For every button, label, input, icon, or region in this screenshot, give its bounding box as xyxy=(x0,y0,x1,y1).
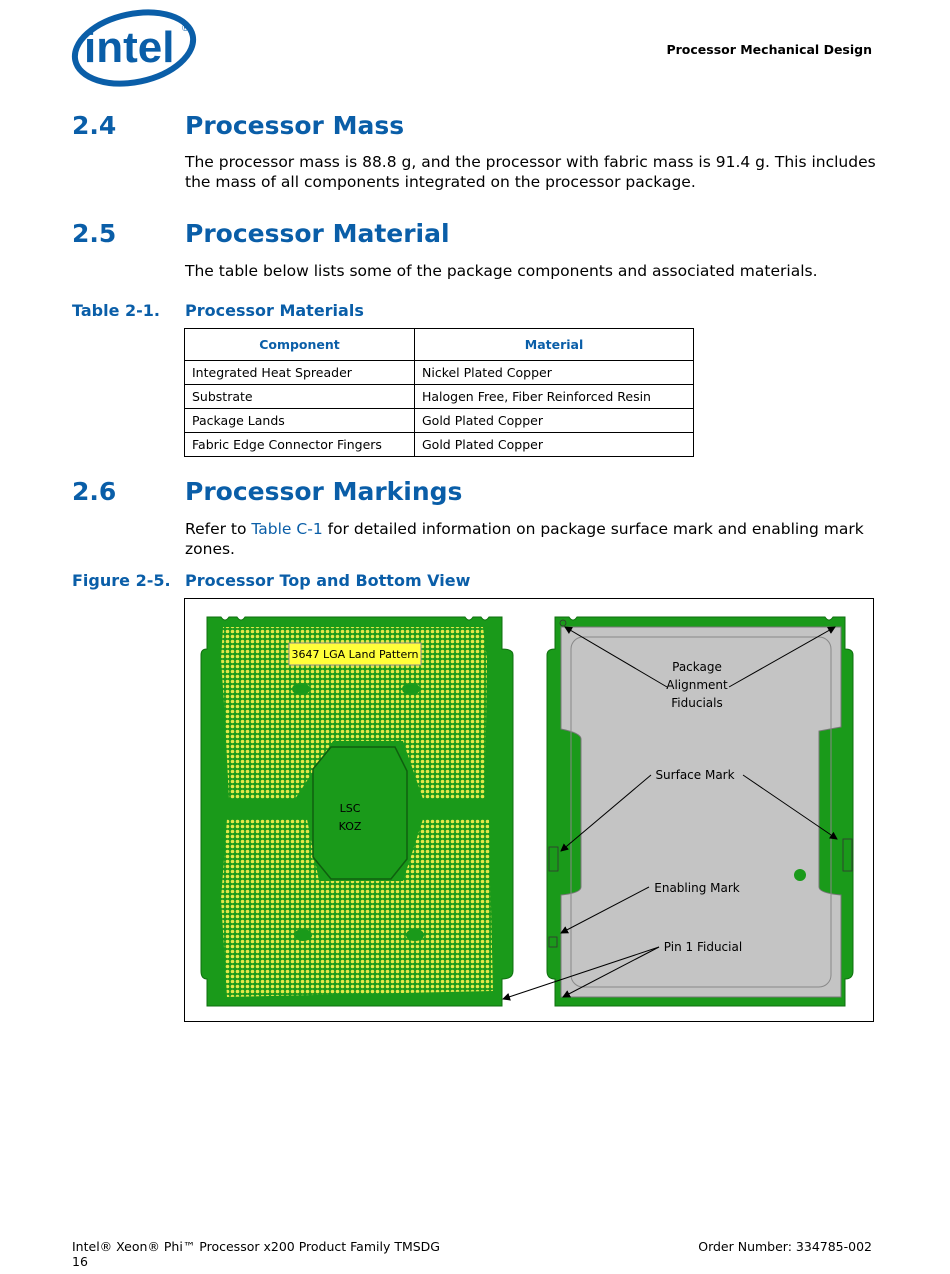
section-paragraph: The processor mass is 88.8 g, and the processor with fabric mass is 91.4 g. This includes the mass of all components integrated on the processor package. xyxy=(185,153,876,191)
section-number: 2.4 xyxy=(72,111,117,140)
table-cell: Integrated Heat Spreader xyxy=(185,361,415,385)
materials-table xyxy=(184,328,694,457)
table-row xyxy=(185,409,694,433)
package-label: Package xyxy=(672,660,722,674)
table-cell: Fabric Edge Connector Fingers xyxy=(185,433,415,457)
koz-label: KOZ xyxy=(338,820,362,833)
table-row xyxy=(185,433,694,457)
table-cell: Substrate xyxy=(185,385,415,409)
table-cell: Halogen Free, Fiber Reinforced Resin xyxy=(415,385,694,409)
running-header: Processor Mechanical Design xyxy=(666,42,872,57)
processor-views-drawing xyxy=(185,599,873,1021)
top-view xyxy=(503,617,853,1006)
figure-label: Figure 2-5. xyxy=(72,571,171,590)
footer-left xyxy=(72,1239,440,1269)
section-number: 2.5 xyxy=(72,219,117,248)
figure-title: Processor Top and Bottom View xyxy=(185,571,471,590)
section-paragraph: The table below lists some of the package components and associated materials. xyxy=(185,262,818,280)
column-header: Component xyxy=(185,329,415,361)
lsc-label: LSC xyxy=(339,802,361,815)
processor-figure xyxy=(184,598,874,1022)
section-paragraph: Refer to Table C-1 for detailed information on package surface mark and enabling mark zones. xyxy=(185,520,864,558)
table-row xyxy=(185,385,694,409)
section-number: 2.6 xyxy=(72,477,117,506)
surface-mark-label: Surface Mark xyxy=(655,768,735,782)
table-cell: Nickel Plated Copper xyxy=(415,361,694,385)
table-row xyxy=(185,361,694,385)
table-label: Table 2-1. xyxy=(72,301,160,320)
table-header-row xyxy=(185,329,694,361)
svg-text:®: ® xyxy=(182,23,189,33)
footer-doc-title: Intel® Xeon® Phi™ Processor x200 Product Family TMSDG xyxy=(72,1239,440,1254)
table-cell: Gold Plated Copper xyxy=(415,433,694,457)
section-title: Processor Mass xyxy=(185,111,405,140)
page-number: 16 xyxy=(72,1254,88,1269)
column-header: Material xyxy=(415,329,694,361)
section-title: Processor Material xyxy=(185,219,450,248)
table-cell: Package Lands xyxy=(185,409,415,433)
table-cell: Gold Plated Copper xyxy=(415,409,694,433)
order-number: Order Number: 334785-002 xyxy=(698,1239,872,1254)
pin1-fiducial-label: Pin 1 Fiducial xyxy=(663,940,743,954)
table-c1-link[interactable]: Table C-1 xyxy=(251,520,323,538)
land-pattern-label: 3647 LGA Land Pattern xyxy=(291,648,419,661)
alignment-label: Alignment xyxy=(666,678,728,692)
enabling-mark-label: Enabling Mark xyxy=(654,881,740,895)
intel-logo xyxy=(70,4,200,88)
bottom-view xyxy=(201,617,513,1006)
section-title: Processor Markings xyxy=(185,477,463,506)
fiducials-label: Fiducials xyxy=(671,696,723,710)
svg-text:intel: intel xyxy=(84,23,175,72)
table-title: Processor Materials xyxy=(185,301,364,320)
